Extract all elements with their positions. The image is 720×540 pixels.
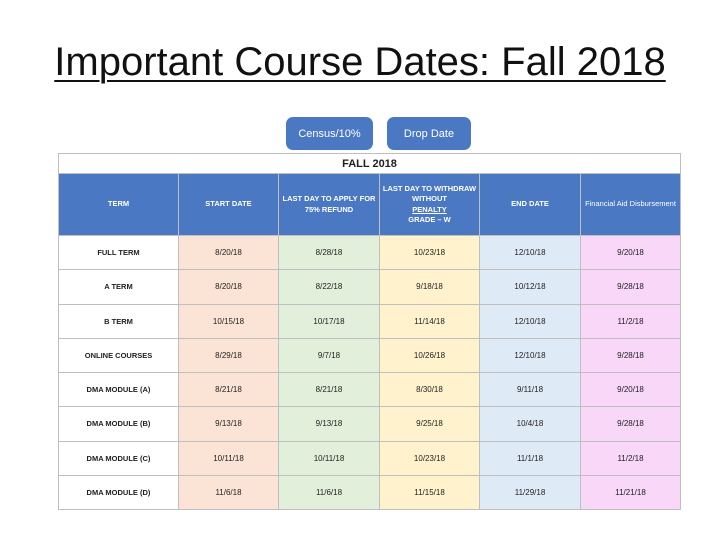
withdraw-date-cell: 9/18/18 [380, 270, 480, 304]
end-date-cell: 12/10/18 [480, 236, 581, 270]
start-date-cell: 8/20/18 [179, 270, 279, 304]
refund-date-cell: 11/6/18 [279, 475, 380, 509]
financial-aid-cell: 9/28/18 [581, 338, 681, 372]
end-date-cell: 10/4/18 [480, 407, 581, 441]
withdraw-date-cell: 10/23/18 [380, 236, 480, 270]
table-row [59, 338, 681, 372]
header-withdraw-line3: GRADE – W [408, 214, 451, 224]
withdraw-date-cell: 11/15/18 [380, 475, 480, 509]
financial-aid-cell: 11/21/18 [581, 475, 681, 509]
term-cell: DMA MODULE (A) [59, 373, 179, 407]
header-withdraw-penalty: PENALTY [412, 204, 447, 214]
term-title: FALL 2018 [59, 154, 681, 174]
start-date-cell: 8/20/18 [179, 236, 279, 270]
start-date-cell: 8/29/18 [179, 338, 279, 372]
financial-aid-cell: 9/20/18 [581, 236, 681, 270]
term-cell: DMA MODULE (B) [59, 407, 179, 441]
header-end-date: END DATE [480, 174, 581, 236]
table-row [59, 407, 681, 441]
withdraw-date-cell: 11/14/18 [380, 304, 480, 338]
end-date-cell: 12/10/18 [480, 304, 581, 338]
refund-date-cell: 10/17/18 [279, 304, 380, 338]
withdraw-date-cell: 9/25/18 [380, 407, 480, 441]
start-date-cell: 10/15/18 [179, 304, 279, 338]
financial-aid-cell: 11/2/18 [581, 304, 681, 338]
start-date-cell: 11/6/18 [179, 475, 279, 509]
header-refund-deadline: LAST DAY TO APPLY FOR 75% REFUND [279, 174, 380, 236]
term-cell: A TERM [59, 270, 179, 304]
refund-date-cell: 10/11/18 [279, 441, 380, 475]
term-cell: DMA MODULE (D) [59, 475, 179, 509]
table-row [59, 373, 681, 407]
start-date-cell: 9/13/18 [179, 407, 279, 441]
slide-title: Important Course Dates: Fall 2018 [54, 40, 666, 84]
refund-date-cell: 9/7/18 [279, 338, 380, 372]
end-date-cell: 9/11/18 [480, 373, 581, 407]
financial-aid-cell: 9/20/18 [581, 373, 681, 407]
table-row [59, 441, 681, 475]
end-date-cell: 11/1/18 [480, 441, 581, 475]
header-withdraw-deadline [380, 174, 480, 236]
refund-date-cell: 8/28/18 [279, 236, 380, 270]
table-row [59, 270, 681, 304]
withdraw-date-cell: 10/23/18 [380, 441, 480, 475]
refund-date-cell: 8/21/18 [279, 373, 380, 407]
withdraw-date-cell: 8/30/18 [380, 373, 480, 407]
start-date-cell: 10/11/18 [179, 441, 279, 475]
drop-date-callout: Drop Date [387, 117, 471, 150]
end-date-cell: 10/12/18 [480, 270, 581, 304]
header-term: TERM [59, 174, 179, 236]
financial-aid-cell: 9/28/18 [581, 407, 681, 441]
term-cell: B TERM [59, 304, 179, 338]
financial-aid-cell: 11/2/18 [581, 441, 681, 475]
table-row [59, 475, 681, 509]
term-cell: ONLINE COURSES [59, 338, 179, 372]
header-start-date: START DATE [179, 174, 279, 236]
term-cell: DMA MODULE (C) [59, 441, 179, 475]
header-financial-aid: Financial Aid Disbursement [581, 174, 681, 236]
financial-aid-cell: 9/28/18 [581, 270, 681, 304]
term-cell: FULL TERM [59, 236, 179, 270]
course-dates-table [58, 153, 681, 510]
end-date-cell: 11/29/18 [480, 475, 581, 509]
header-withdraw-line1: LAST DAY TO WITHDRAW WITHOUT [382, 184, 477, 204]
refund-date-cell: 9/13/18 [279, 407, 380, 441]
start-date-cell: 8/21/18 [179, 373, 279, 407]
table-row [59, 304, 681, 338]
census-callout: Census/10% [286, 117, 373, 150]
table-row [59, 236, 681, 270]
withdraw-date-cell: 10/26/18 [380, 338, 480, 372]
end-date-cell: 12/10/18 [480, 338, 581, 372]
refund-date-cell: 8/22/18 [279, 270, 380, 304]
